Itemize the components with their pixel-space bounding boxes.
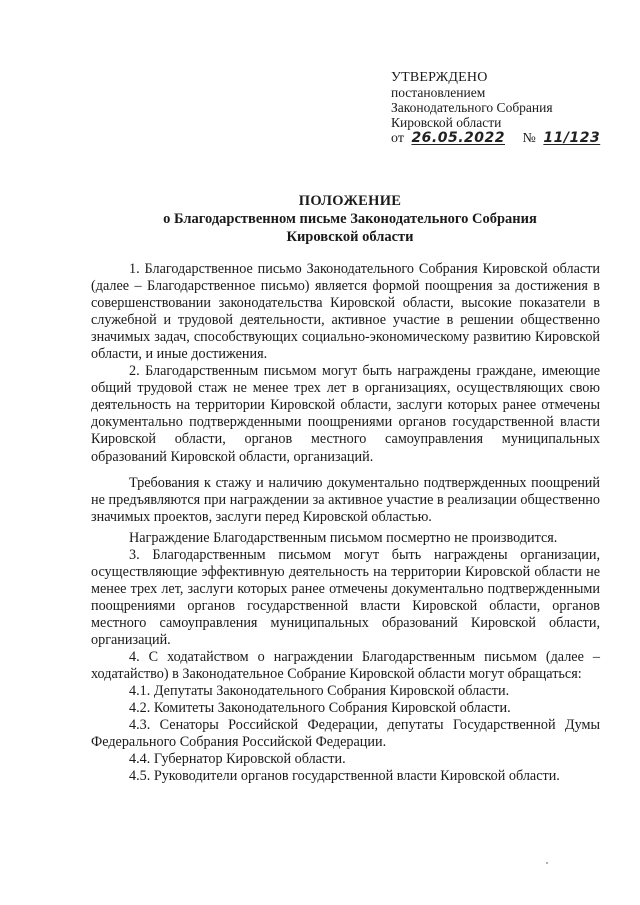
paragraph-2: 2. Благодарственным письмом могут быть награждены граждане, имеющие общий трудовой стаж не менее трех лет в организациях, осуществляющих свою деятельность на территории Кировской области, заслуги которых ранее отмечены документально подтвержденными поощрениями органов государственной власти Кировской области, органов местного самоуправления муниципальных образований Кировской области, организаций.: [91, 363, 600, 465]
paragraph-2-posthumous: Награждение Благодарственным письмом посмертно не производится.: [129, 529, 558, 546]
approval-line-region: Кировской области: [391, 115, 502, 130]
paragraph-4-2: 4.2. Комитеты Законодательного Собрания Кировской области.: [129, 700, 511, 717]
paragraph-4-4: 4.4. Губернатор Кировской области.: [129, 751, 346, 768]
handwritten-number: 11/123: [543, 130, 601, 146]
approval-line-assembly: Законодательного Собрания: [391, 100, 553, 115]
approval-date-number-line: [391, 131, 600, 146]
paragraph-2-requirements: Требования к стажу и наличию документально подтвержденных поощрений не предъявляются при награждении за активное участие в реализации общественно значимых проектов, заслуги перед Кировской областью.: [91, 474, 600, 525]
document-subtitle-line1: о Благодарственном письме Законодательного Собрания: [163, 211, 537, 227]
approval-title: УТВЕРЖДЕНО: [391, 70, 488, 85]
document-subtitle-line2: Кировской области: [286, 229, 414, 245]
number-prefix: №: [522, 131, 536, 146]
paragraph-1: 1. Благодарственное письмо Законодательного Собрания Кировской области (далее – Благодарственное письмо) является формой поощрения за достижения в совершенствовании законодательства Кировской области, высокие показатели в служебной и трудовой деятельности, активное участие в решении общественно значимых задач, способствующих социально-экономическому развитию Кировской области, и иные достижения.: [91, 261, 600, 363]
paragraph-4-5: 4.5. Руководители органов государственной власти Кировской области.: [129, 768, 560, 785]
document-body: [91, 261, 600, 785]
paragraph-4-1: 4.1. Депутаты Законодательного Собрания Кировской области.: [129, 683, 510, 700]
approval-stamp: [391, 70, 600, 146]
paragraph-4-3: 4.3. Сенаторы Российской Федерации, депутаты Государственной Думы Федерального Собрания Российской Федерации.: [91, 717, 600, 751]
paragraph-3: 3. Благодарственным письмом могут быть награждены организации, осуществляющие эффективную деятельность на территории Кировской области не менее трех лет, заслуги которых ранее отмечены документально подтвержденными поощрениями органов государственной власти Кировской области, органов местного самоуправления муниципальных образований Кировской области, организаций.: [91, 546, 600, 648]
date-prefix: от: [391, 131, 404, 146]
paragraph-4: 4. С ходатайством о награждении Благодарственным письмом (далее – ходатайство) в Законодательное Собрание Кировской области могут обращаться:: [91, 649, 600, 683]
approval-line-resolution: постановлением: [391, 85, 486, 100]
document-heading: [90, 192, 610, 246]
scan-dot: [546, 862, 548, 864]
document-title: ПОЛОЖЕНИЕ: [298, 193, 402, 209]
handwritten-date: 26.05.2022: [411, 130, 506, 146]
